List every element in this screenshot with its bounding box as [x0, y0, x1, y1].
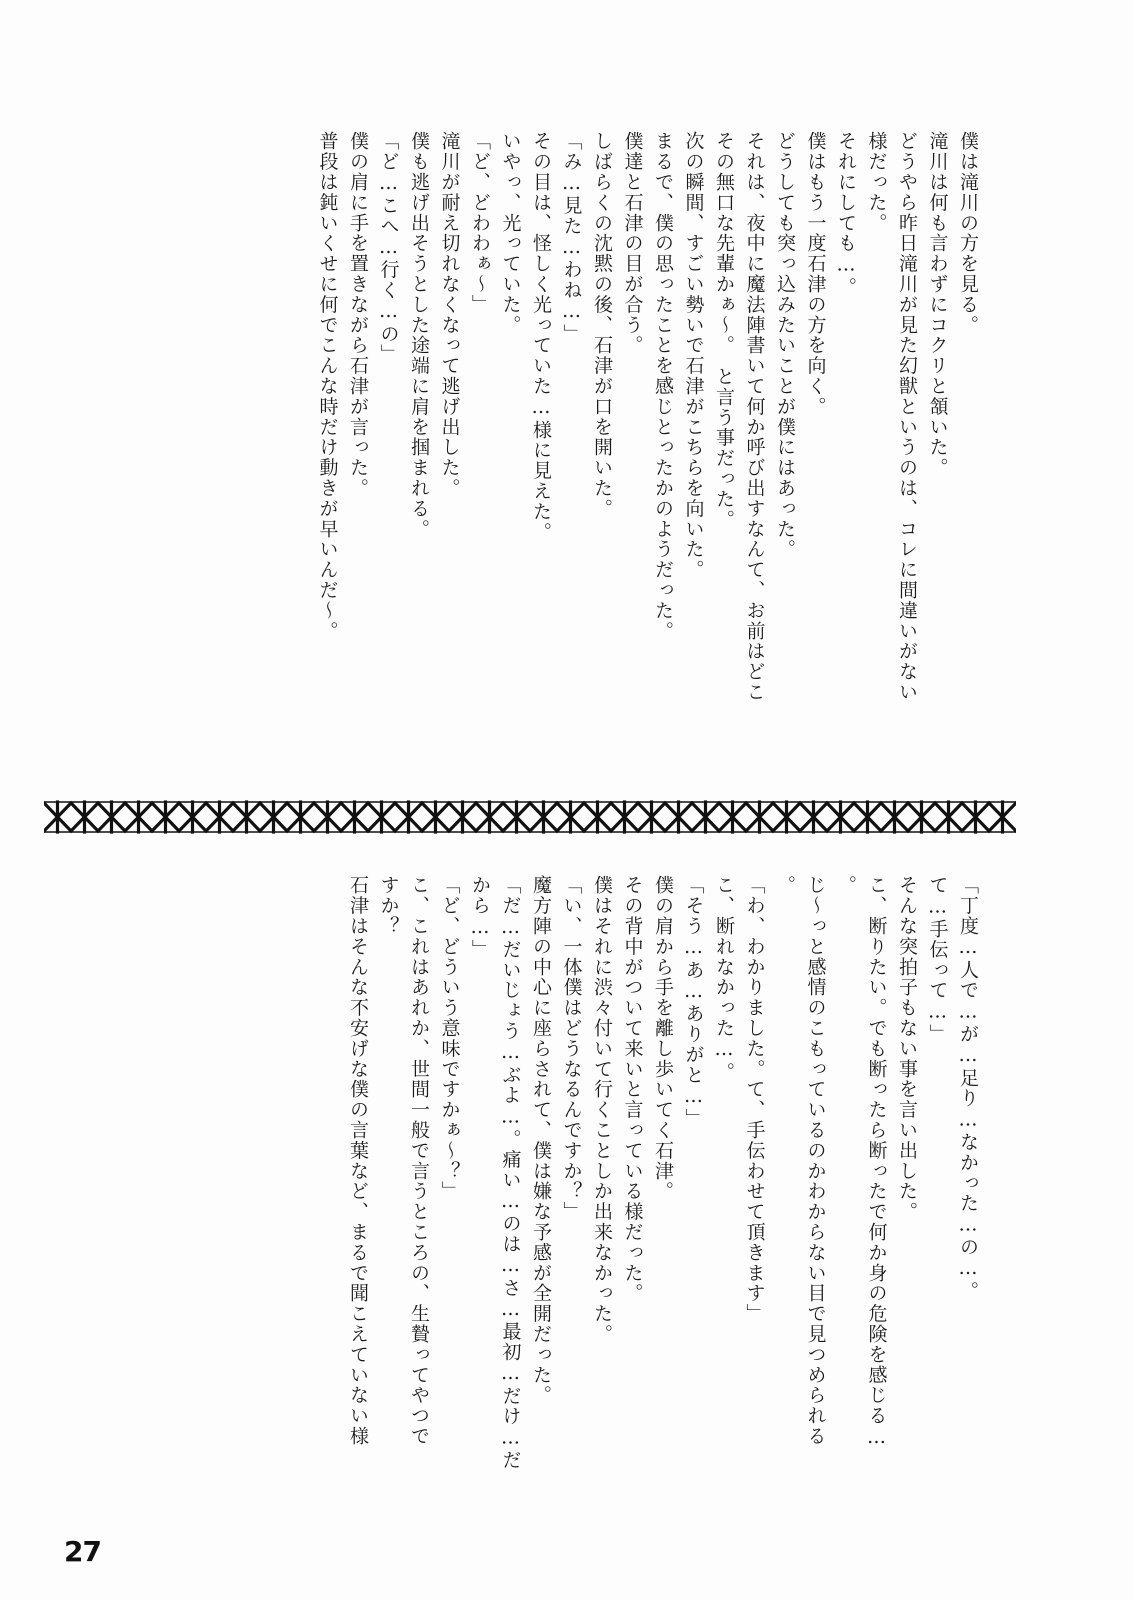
text-line: それは、夜中に魔法陣書いて何か呼び出すなんて、お前はどこ [743, 131, 766, 703]
page-number: 27 [64, 1535, 101, 1568]
text-line: こ、これはあれか、世間一般で言うところの、生贄ってやつで [408, 875, 430, 1447]
text-line: 「そう…あ…ありがと…」 [682, 875, 705, 1129]
text-line: その無口な先輩かぁ〜。 と言う事だった。 [713, 131, 735, 530]
text-line: その目は、怪しく光っていた…様に見えた。 [530, 131, 552, 542]
text-line: 滝川は何も言わずにコクリと頷いた。 [926, 131, 949, 478]
text-line: から…」 [469, 875, 491, 960]
text-line: 僕は滝川の方を見る。 [957, 131, 979, 335]
text-line: 僕はもう一度石津の方を向く。 [804, 131, 827, 417]
text-line: こ、断りたい。でも断ったら断ったで何か身の危険を感じる… [865, 875, 888, 1450]
text-line: すか？ [377, 875, 400, 937]
text-line: 。 [835, 875, 857, 896]
ornamental-divider [44, 800, 1016, 834]
text-line: 普段は鈍いくせに何でこんな時だけ動きが早いんだ〜。 [316, 131, 339, 641]
text-line: 「み…見た…わね…」 [560, 131, 583, 344]
text-line: 僕の肩から手を離し歩いてく石津。 [652, 875, 674, 1202]
text-line: そんな突拍子もない事を言い出した。 [896, 875, 918, 1222]
text-line: まるで、僕の思ったことを感じとったかのようだった。 [652, 131, 674, 641]
text-line: 石津はそんな不安げな僕の言葉など、まるで聞こえていない様 [347, 875, 369, 1447]
text-line: 「わ、わかりました。て、手伝わせて頂きます」 [743, 875, 766, 1324]
text-line: 「い、一体僕はどうなるんですか？」 [560, 875, 583, 1222]
text-line: しばらくの沈黙の後、石津が口を開いた。 [591, 131, 613, 519]
text-line: 僕の肩に手を置きながら石津が言った。 [347, 131, 369, 499]
text-line: 「ど…こへ…行く…の」 [377, 131, 400, 365]
lower-text-block [343, 875, 984, 1475]
text-line: 次の瞬間、すごい勢いで石津がこちらを向いた。 [682, 131, 705, 580]
text-line: 「ど、どわわぁ〜」 [469, 131, 491, 315]
text-line: 滝川が耐え切れなくなって逃げ出した。 [438, 131, 461, 499]
text-line: 僕も逃げ出そうとした途端に肩を掴まれる。 [408, 131, 430, 539]
upper-text-block [312, 131, 983, 771]
text-line: て…手伝って…」 [926, 875, 949, 1045]
text-line: 「だ…だいじょう…ぶよ…。痛い…のは…さ…最初…だけ…だ [499, 875, 522, 1471]
text-line: 魔方陣の中心に座らされて、僕は嫌な予感が全開だった。 [530, 875, 552, 1406]
text-line: 「ど、どういう意味ですかぁ〜？」 [438, 875, 461, 1202]
text-line: 「丁度…人で…が…足り…なかった…の…。 [957, 875, 979, 1301]
text-line: どうしても突っ込みたいことが僕にはあった。 [774, 131, 796, 560]
text-line: 僕はそれに渋々付いて行くことしか出来なかった。 [591, 875, 613, 1345]
text-line: こ、断れなかった…。 [713, 875, 735, 1082]
text-line: その背中がついて来いと言っている様だった。 [621, 875, 644, 1304]
text-line: 。 [774, 875, 796, 896]
text-line: じ〜っと感情のこもっているのかわからない目で見つめられる [804, 875, 827, 1447]
text-line: 様だった。 [865, 131, 888, 233]
text-line: どうやら昨日滝川が見た幻獣というのは、コレに間違いがない [896, 131, 918, 703]
text-line: それにしても…。 [835, 131, 857, 298]
text-line: 僕達と石津の目が合う。 [621, 131, 644, 356]
text-line: いやっ、光っていた。 [499, 131, 522, 335]
